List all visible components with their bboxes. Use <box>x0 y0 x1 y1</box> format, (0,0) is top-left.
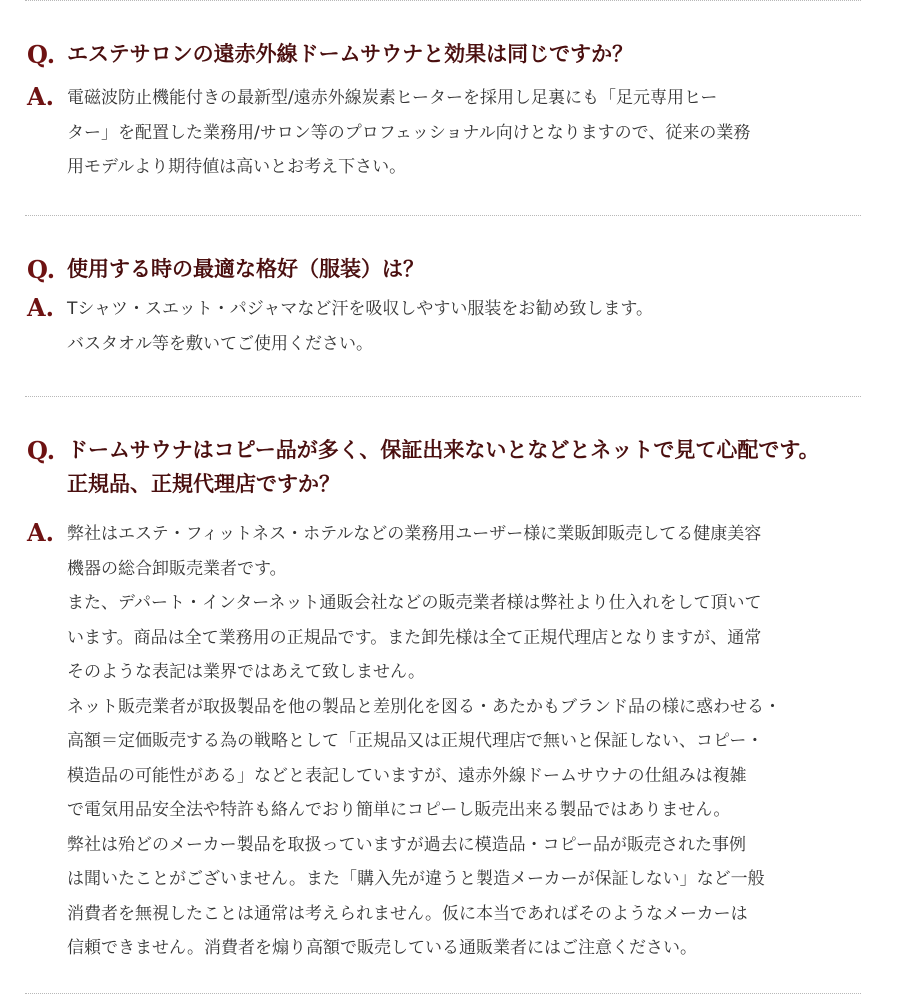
answer-line: 電磁波防止機能付きの最新型/遠赤外線炭素ヒーターを採用し足裏にも「足元専用ヒー <box>67 88 718 108</box>
question-mark: Q. <box>27 436 56 465</box>
answer-text <box>67 517 867 966</box>
qa-item <box>0 37 900 185</box>
answer-line: は聞いたことがございません。また「購入先が違うと製造メーカーが保証しない」など一般 <box>67 869 765 889</box>
answer-line: 信頼できません。消費者を煽り高額で販売している通販業者にはご注意ください。 <box>67 938 698 958</box>
answer-line: Tシャツ・スエット・パジャマなど汗を吸収しやすい服装をお勧め致します。 <box>67 299 654 319</box>
question-text: エステサロンの遠赤外線ドームサウナと効果は同じですか？ <box>67 41 634 66</box>
qa-item <box>0 433 900 966</box>
divider <box>25 215 861 216</box>
question-text: 使用する時の最適な格好（服装）は？ <box>67 256 424 281</box>
answer-line: 用モデルより期待値は高いとお考え下さい。 <box>67 157 407 177</box>
answer-line: ター」を配置した業務用/サロン等のプロフェッショナル向けとなりますので、従来の業務 <box>67 122 751 143</box>
answer-line: そのような表記は業界ではあえて致しません。 <box>67 662 426 682</box>
answer-line: 機器の総合卸販売業者です。 <box>67 558 287 579</box>
answer-row <box>0 81 900 185</box>
divider <box>25 993 861 994</box>
answer-line: 弊社は殆どのメーカー製品を取扱っていますが過去に模造品・コピー品が販売された事例 <box>67 834 746 855</box>
answer-row <box>0 292 900 361</box>
answer-line: 模造品の可能性がある」などと表記していますが、遠赤外線ドームサウナの仕組みは複雑 <box>67 765 747 786</box>
question-mark: Q. <box>27 255 56 284</box>
answer-text <box>67 81 867 185</box>
answer-line: います。商品は全て業務用の正規品です。また卸先様は全て正規代理店となりますが、通常 <box>67 627 762 648</box>
divider <box>25 0 861 1</box>
divider <box>25 396 861 397</box>
answer-text <box>67 292 867 361</box>
answer-line: 消費者を無視したことは通常は考えられません。仮に本当であればそのようなメーカーは <box>67 903 748 924</box>
answer-mark: A. <box>27 293 54 322</box>
question-row <box>0 37 900 71</box>
answer-mark: A. <box>27 518 54 547</box>
answer-line: また、デパート・インターネット通販会社などの販売業者様は弊社より仕入れをして頂いて <box>67 593 762 613</box>
answer-line: バスタオル等を敷いてご使用ください。 <box>67 333 373 354</box>
answer-line: 弊社はエステ・フィットネス・ホテルなどの業務用ユーザー様に業販卸販売してる健康美容 <box>67 524 762 544</box>
answer-line: で電気用品安全法や特許も絡んでおり簡単にコピーし販売出来る製品ではありません。 <box>67 800 731 820</box>
answer-mark: A. <box>27 82 54 111</box>
answer-line: 高額＝定価販売する為の戦略として「正規品又は正規代理店で無いと保証しない、コピー・ <box>67 731 764 751</box>
question-text: ドームサウナはコピー品が多く、保証出来ないとなどとネットで見て心配です。 正規品、正規代理店ですか？ <box>67 437 820 496</box>
answer-row <box>0 517 900 966</box>
question-row <box>0 252 900 286</box>
qa-item <box>0 252 900 361</box>
answer-line: ネット販売業者が取扱製品を他の製品と差別化を図る・あたかもブランド品の様に惑わせる・ <box>67 696 781 717</box>
question-mark: Q. <box>27 40 56 69</box>
question-row <box>0 433 900 501</box>
